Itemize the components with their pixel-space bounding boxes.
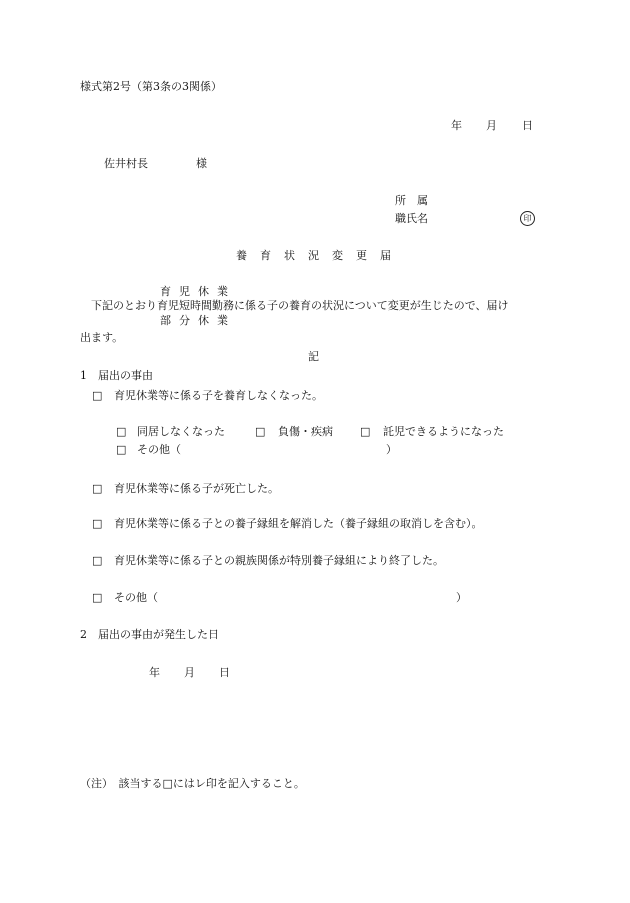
item5-close: ） [456,591,467,604]
sub-other-close: ） [386,443,397,456]
section2-day: 日 [219,666,230,679]
seal-mark: 印 [520,211,535,226]
section2-month: 月 [184,666,195,679]
checkbox-item5[interactable]: □ [92,591,103,604]
section2-title: 2 届出の事由が発生した日 [80,628,219,641]
section1-title: 1 届出の事由 [80,369,153,382]
form-number: 様式第2号（第3条の3関係） [80,80,222,93]
checkbox-sub-other[interactable]: □ [116,443,127,456]
sub-opt3-label: 託児できるようになった [383,425,504,438]
checkbox-item2[interactable]: □ [92,482,103,495]
item1-label: 育児休業等に係る子を養育しなくなった。 [114,389,323,402]
item2-label: 育児休業等に係る子が死亡した。 [114,482,279,495]
intro-line-1: 下記のとおり育児短時間勤務に係る子の養育の状況について変更が生じたので、届け [91,299,509,312]
sub-opt1-label: 同居しなくなった [137,425,225,438]
header-day: 日 [522,119,533,132]
addressee-honorific: 様 [196,157,207,170]
checkbox-sub-opt2[interactable]: □ [255,425,266,438]
footnote: （注） 該当する□にはレ印を記入すること。 [80,777,305,790]
checkbox-item4[interactable]: □ [92,554,103,567]
sub-other-label: その他（ [137,443,181,456]
intro-line-2: 出ます。 [80,331,124,344]
name-label: 職氏名 [395,212,428,225]
section2-year: 年 [149,666,160,679]
affiliation-label: 所 属 [395,194,428,207]
checkbox-sub-opt3[interactable]: □ [360,425,371,438]
item4-label: 育児休業等に係る子との親族関係が特別養子縁組により終了した。 [114,554,444,567]
item5-label: その他（ [114,591,158,604]
checkbox-item3[interactable]: □ [92,517,103,530]
checkbox-sub-opt1[interactable]: □ [116,425,127,438]
leave-option-childcare: 育児休業 [160,285,236,298]
header-month: 月 [486,119,497,132]
form-title: 養育状況変更届 [236,249,404,262]
leave-option-partial: 部分休業 [160,314,236,327]
sub-opt2-label: 負傷・疾病 [278,425,333,438]
item3-label: 育児休業等に係る子との養子縁組を解消した（養子縁組の取消しを含む）。 [114,517,483,530]
checkbox-item1[interactable]: □ [92,389,103,402]
addressee-name: 佐井村長 [104,157,148,170]
ki-label: 記 [308,350,319,363]
header-year: 年 [451,119,462,132]
